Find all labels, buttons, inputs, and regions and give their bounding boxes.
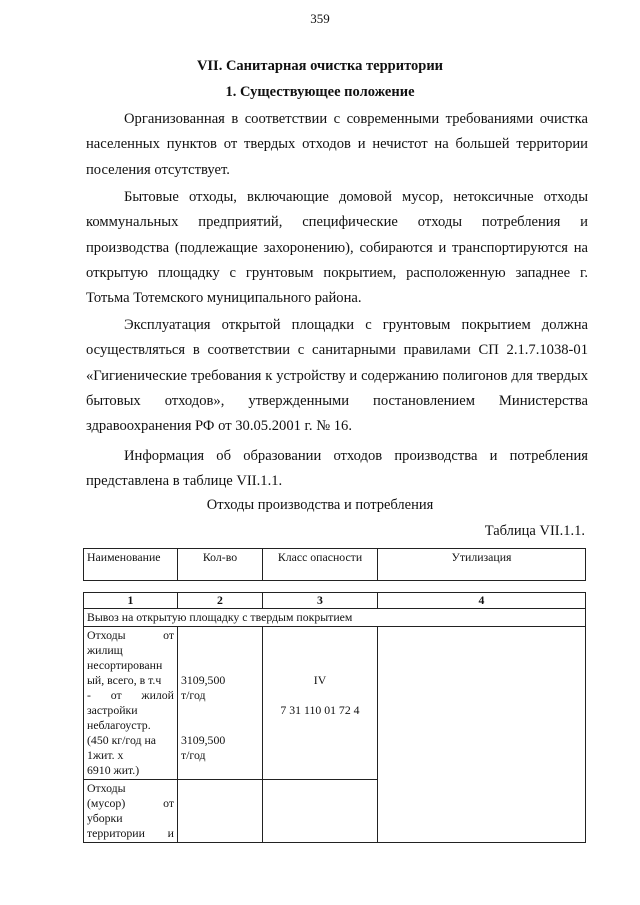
table-row xyxy=(84,627,586,780)
cell-line: ый, всего, в т.ч xyxy=(87,673,162,687)
cell-line xyxy=(181,643,259,658)
paragraph-text: Информация об образовании отходов производства и потребления представлена в таблице VII.1.1. xyxy=(86,448,588,490)
cell-line: жилищ xyxy=(87,643,123,657)
column-number: 2 xyxy=(178,593,263,609)
cell-line: несортированн xyxy=(87,658,163,672)
group-row: Вывоз на открытую площадку с твердым покрытием xyxy=(84,609,586,627)
paragraph-4 xyxy=(86,444,588,495)
waste-table xyxy=(83,592,586,843)
cell-line: т/год xyxy=(181,748,206,762)
paragraph-text: Организованная в соответствии с современными требованиями очистка населенных пунктов от твердых отходов и нечистот на большей территории поселения отсутствует. xyxy=(86,111,588,178)
cell-line xyxy=(181,718,259,733)
name-cell xyxy=(84,780,178,843)
cell-line xyxy=(181,658,259,673)
paragraph-3 xyxy=(86,313,588,439)
cell-line: Отходы от xyxy=(87,628,174,642)
cell-line: застройки xyxy=(87,703,138,717)
cell-line: (450 кг/год на xyxy=(87,733,157,747)
cell-line xyxy=(181,703,259,718)
page-number: 359 xyxy=(310,11,330,26)
cell-line: (мусор) от xyxy=(87,796,174,810)
subsection-heading: 1. Существующее положение xyxy=(225,84,415,100)
cell-line: территории и xyxy=(87,826,174,840)
cell-line xyxy=(266,643,374,658)
qty-cell xyxy=(178,627,263,780)
table-label: Таблица VII.1.1. xyxy=(484,523,585,539)
header-class: Класс опасности xyxy=(263,549,378,581)
table-caption: Отходы производства и потребления xyxy=(206,497,434,513)
cell-line: 6910 жит.) xyxy=(87,763,140,777)
cell-line: 3109,500 xyxy=(181,733,226,747)
column-number: 4 xyxy=(378,593,586,609)
cell-line xyxy=(266,658,374,673)
paragraph-2 xyxy=(86,185,588,311)
column-number: 3 xyxy=(263,593,378,609)
cell-line: уборки xyxy=(87,811,123,825)
header-disposal: Утилизация xyxy=(378,549,586,581)
paragraph-text: Эксплуатация открытой площадки с грунтовым покрытием должна осуществляться в соответствии с санитарными правилами СП 2.1.7.1038-01 «Гигиенические требования к устройству и содержанию полигонов для твердых бытовых отходов», утвержденными постановлением Министерства здравоохранения РФ от 30.05.2001 г. № 16. xyxy=(86,317,588,435)
cell-line: т/год xyxy=(181,688,206,702)
cell-line: Отходы xyxy=(87,781,126,795)
cell-line: 3109,500 xyxy=(181,673,226,687)
hazard-class-cell xyxy=(263,780,378,843)
column-number: 1 xyxy=(84,593,178,609)
cell-line: - от жилой xyxy=(87,688,174,702)
section-heading: VII. Санитарная очистка территории xyxy=(196,58,444,74)
cell-line xyxy=(266,688,374,703)
paragraph-text: Бытовые отходы, включающие домовой мусор, нетоксичные отходы коммунальных предприятий, специфические отходы потребления и производства (подлежащие захоронению), собираются и транспортируются на открытую площадку с грунтовым покрытием, расположенную западнее г. Тотьма Тотемского муниципального района. xyxy=(86,189,588,307)
cell-line: неблагоустр. xyxy=(87,718,151,732)
header-qty: Кол-во xyxy=(178,549,263,581)
cell-line: 7 31 110 01 72 4 xyxy=(280,703,360,717)
disposal-cell xyxy=(378,627,586,843)
cell-line: IV xyxy=(313,673,327,687)
cell-line: 1жит. х xyxy=(87,748,124,762)
table-header xyxy=(83,548,586,581)
header-name: Наименование xyxy=(84,549,178,581)
paragraph-1 xyxy=(86,107,588,183)
qty-cell xyxy=(178,780,263,843)
hazard-class-cell xyxy=(263,627,378,780)
name-cell xyxy=(84,627,178,780)
cell-line xyxy=(266,628,374,643)
cell-line xyxy=(181,628,259,643)
